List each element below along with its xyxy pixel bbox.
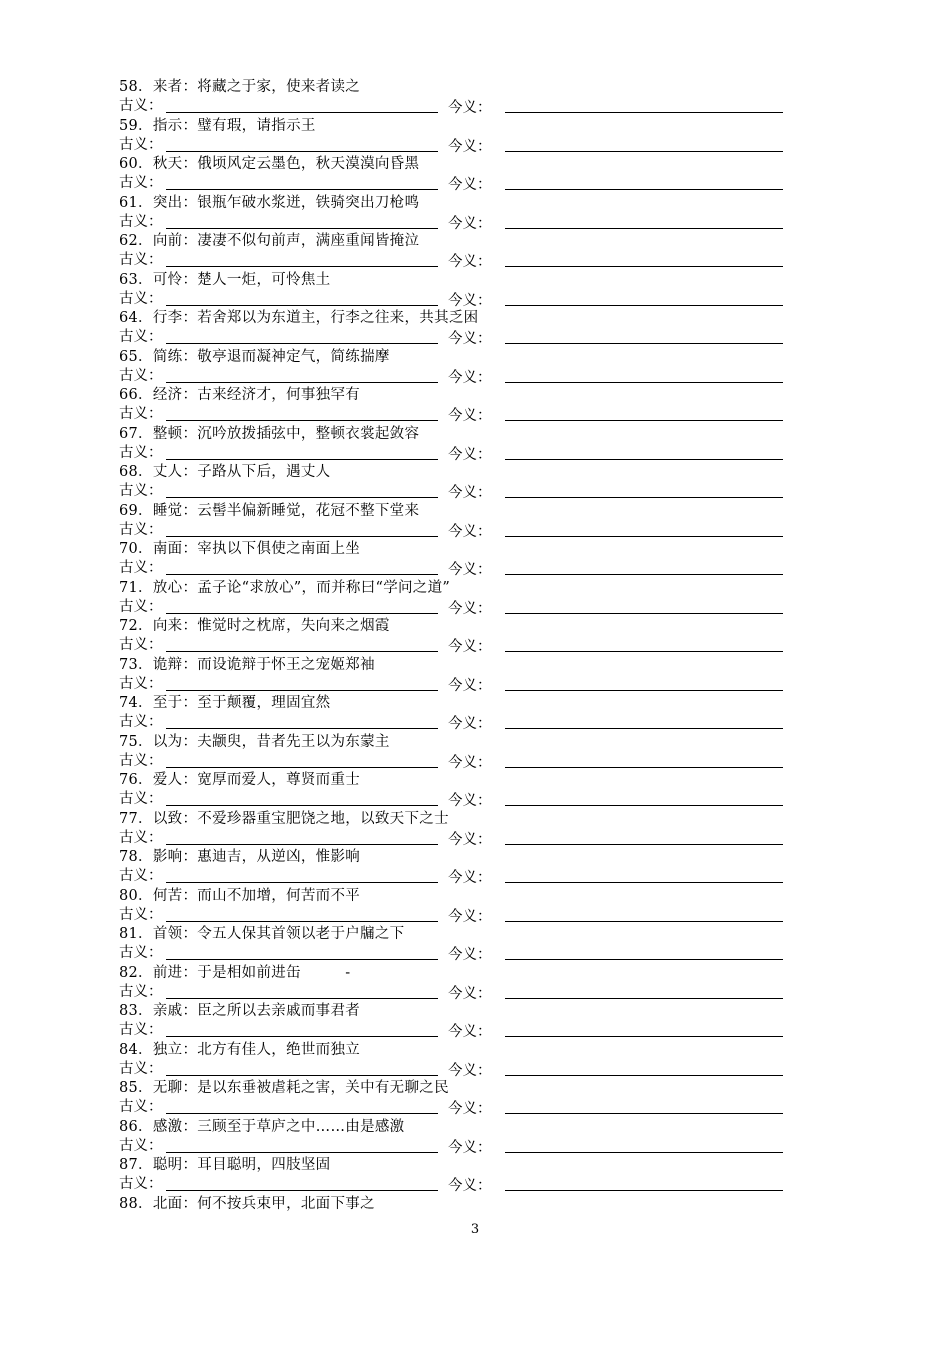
modern-meaning-label: 今义： [448, 639, 492, 655]
question-number: 65． [119, 348, 153, 365]
modern-meaning-label: 今义： [448, 138, 492, 155]
question-prompt [119, 386, 799, 405]
question-sentence: 将藏之于家，使来者读之 [197, 79, 361, 95]
question-word: 睡觉： [152, 502, 198, 519]
question-number: 78． [119, 849, 153, 865]
modern-meaning-blank[interactable] [505, 882, 783, 883]
question-prompt [119, 694, 799, 713]
question-sentence: 不爱珍器重宝肥饶之地，以致天下之士 [197, 810, 449, 827]
ancient-meaning-blank[interactable] [166, 805, 438, 806]
question-word: 放心： [152, 579, 198, 596]
ancient-meaning-blank[interactable] [166, 266, 438, 267]
question-sentence: 夫颛臾，昔者先王以为东蒙主 [197, 733, 390, 750]
question-prompt [119, 232, 799, 251]
modern-meaning-blank[interactable] [505, 921, 783, 922]
question-prompt [119, 117, 799, 136]
question-prompt [119, 78, 799, 97]
question-sentence: 令五人保其首领以老于户牖之下 [197, 926, 405, 942]
ancient-meaning-blank[interactable] [166, 998, 438, 999]
question-item [119, 194, 799, 233]
ancient-meaning-blank[interactable] [166, 690, 438, 691]
question-prompt [119, 771, 799, 790]
question-item [119, 348, 799, 387]
modern-meaning-blank[interactable] [505, 305, 783, 306]
question-prompt [119, 1041, 799, 1060]
question-sentence: 何不按兵束甲，北面下事之 [197, 1195, 375, 1212]
modern-meaning-label: 今义： [448, 254, 492, 270]
question-word: 独立： [152, 1041, 198, 1058]
question-sentence: 三顾至于草庐之中……由是感激 [197, 1118, 405, 1135]
question-word: 突出： [152, 194, 198, 211]
modern-meaning-blank[interactable] [505, 420, 783, 421]
answer-row [119, 675, 799, 694]
question-prompt [119, 1002, 799, 1021]
question-number: 88． [119, 1195, 153, 1212]
modern-meaning-blank[interactable] [505, 574, 783, 575]
question-word: 来者： [152, 79, 198, 95]
question-prompt [119, 964, 799, 983]
ancient-meaning-label: 古义： [119, 483, 163, 499]
modern-meaning-blank[interactable] [505, 266, 783, 267]
ancient-meaning-label: 古义： [119, 252, 163, 268]
ancient-meaning-blank[interactable] [166, 228, 438, 229]
question-sentence: 楚人一炬，可怜焦土 [197, 271, 331, 288]
modern-meaning-label: 今义： [448, 215, 492, 232]
modern-meaning-blank[interactable] [505, 459, 783, 460]
question-item [119, 155, 799, 194]
answer-row [119, 713, 799, 732]
page-number: 3 [470, 1222, 480, 1237]
question-prompt [119, 1118, 799, 1137]
modern-meaning-blank[interactable] [505, 767, 783, 768]
ancient-meaning-blank[interactable] [166, 112, 438, 113]
question-number: 87． [119, 1157, 153, 1173]
question-item [119, 425, 799, 464]
ancient-meaning-blank[interactable] [166, 343, 438, 344]
ancient-meaning-blank[interactable] [166, 574, 438, 575]
modern-meaning-blank[interactable] [505, 382, 783, 383]
question-sentence: 云髻半偏新睡觉，花冠不整下堂来 [197, 502, 420, 519]
ancient-meaning-blank[interactable] [166, 882, 438, 883]
question-number: 77． [119, 810, 153, 827]
modern-meaning-label: 今义： [448, 1139, 492, 1156]
question-sentence: 是以东垂被虐耗之害，关中有无聊之民 [197, 1080, 449, 1096]
question-prompt [119, 1156, 799, 1175]
question-prompt [119, 656, 799, 675]
question-item [119, 925, 799, 964]
ancient-meaning-blank[interactable] [166, 921, 438, 922]
ancient-meaning-blank[interactable] [166, 1036, 438, 1037]
modern-meaning-blank[interactable] [505, 613, 783, 614]
question-sentence: 孟子论“求放心”，而并称曰“学问之道” [197, 579, 451, 596]
question-number: 64． [119, 310, 153, 326]
answer-row [119, 251, 799, 270]
ancient-meaning-blank[interactable] [166, 151, 438, 152]
modern-meaning-blank[interactable] [505, 651, 783, 652]
question-prompt [119, 733, 799, 752]
ancient-meaning-label: 古义： [119, 945, 163, 961]
answer-row [119, 328, 799, 347]
ancient-meaning-label: 古义： [119, 906, 163, 923]
question-word: 何苦： [152, 887, 198, 904]
modern-meaning-blank[interactable] [505, 536, 783, 537]
modern-meaning-label: 今义： [448, 754, 492, 771]
modern-meaning-label: 今义： [448, 100, 492, 116]
question-prompt [119, 848, 799, 867]
question-number: 68． [119, 464, 153, 480]
question-number: 58． [119, 79, 153, 95]
question-item [119, 463, 799, 502]
answer-row [119, 1175, 799, 1194]
ancient-meaning-label: 古义： [119, 521, 163, 538]
modern-meaning-label: 今义： [448, 716, 492, 732]
question-number: 72． [119, 618, 153, 634]
ancient-meaning-label: 古义： [119, 1060, 163, 1077]
modern-meaning-label: 今义： [448, 408, 492, 424]
question-prompt [119, 425, 799, 444]
question-item [119, 271, 799, 310]
question-word: 以致： [152, 810, 198, 827]
question-sentence: 敬亭退而凝神定气，简练揣摩 [197, 348, 390, 365]
question-sentence: 北方有佳人，绝世而独立 [197, 1041, 361, 1058]
modern-meaning-label: 今义： [448, 600, 492, 617]
question-word: 丈人： [152, 464, 198, 480]
ancient-meaning-label: 古义： [119, 213, 163, 230]
ancient-meaning-blank[interactable] [166, 767, 438, 768]
question-item [119, 810, 799, 849]
question-prompt [119, 1079, 799, 1098]
ancient-meaning-label: 古义： [119, 290, 163, 307]
question-word: 聪明： [152, 1157, 198, 1173]
question-number: 80． [119, 887, 153, 904]
question-prompt [119, 810, 799, 829]
question-sentence: 银瓶乍破水浆迸，铁骑突出刀枪鸣 [197, 194, 420, 211]
question-sentence: 惠迪吉，从逆凶，惟影响 [197, 849, 361, 865]
modern-meaning-blank[interactable] [505, 189, 783, 190]
question-sentence: 若舍郑以为东道主，行李之往来，共其乏困 [197, 310, 479, 326]
question-item [119, 232, 799, 271]
question-number: 71． [119, 579, 153, 596]
answer-row [119, 944, 799, 963]
modern-meaning-label: 今义： [448, 1062, 492, 1079]
question-prompt [119, 887, 799, 906]
question-number: 73． [119, 656, 153, 673]
ancient-meaning-label: 古义： [119, 1099, 163, 1115]
question-list [119, 78, 799, 1195]
question-sentence: 耳目聪明，四肢坚固 [197, 1157, 331, 1173]
question-number: 70． [119, 541, 153, 557]
ancient-meaning-label: 古义： [119, 444, 163, 461]
ancient-meaning-blank[interactable] [166, 1190, 438, 1191]
question-prompt [119, 194, 799, 213]
question-item [119, 656, 799, 695]
question-number: 74． [119, 695, 153, 711]
question-prompt [119, 502, 799, 521]
answer-row [119, 790, 799, 809]
modern-meaning-blank[interactable] [505, 343, 783, 344]
question-word: 秋天： [152, 156, 198, 172]
modern-meaning-label: 今义： [448, 331, 492, 347]
question-sentence: 而设诡辩于怀王之宠姬郑袖 [197, 656, 375, 673]
question-word: 影响： [152, 849, 198, 865]
ancient-meaning-blank[interactable] [166, 1152, 438, 1153]
ancient-meaning-blank[interactable] [166, 536, 438, 537]
ancient-meaning-blank[interactable] [166, 1113, 438, 1114]
question-prompt [119, 579, 799, 598]
answer-row [119, 97, 799, 116]
ancient-meaning-label: 古义： [119, 637, 163, 653]
ancient-meaning-label: 古义： [119, 136, 163, 153]
question-word: 行李： [152, 310, 198, 326]
question-prompt [119, 925, 799, 944]
question-number: 67． [119, 425, 153, 442]
modern-meaning-label: 今义： [448, 1024, 492, 1040]
question-word: 首领： [152, 926, 198, 942]
modern-meaning-blank[interactable] [505, 1036, 783, 1037]
question-sentence: 而山不加增，何苦而不平 [197, 887, 361, 904]
question-number: 82． [119, 964, 153, 981]
modern-meaning-blank[interactable] [505, 959, 783, 960]
question-prompt [119, 348, 799, 367]
question-number: 61． [119, 194, 153, 211]
question-number: 69． [119, 502, 153, 519]
answer-row [119, 1137, 799, 1156]
ancient-meaning-label: 古义： [119, 367, 163, 384]
ancient-meaning-label: 古义： [119, 983, 163, 1000]
modern-meaning-blank[interactable] [505, 1190, 783, 1191]
ancient-meaning-blank[interactable] [166, 459, 438, 460]
question-sentence: 俄顷风定云墨色，秋天漠漠向昏黑 [197, 156, 420, 172]
ancient-meaning-label: 古义： [119, 1137, 163, 1154]
modern-meaning-blank[interactable] [505, 497, 783, 498]
modern-meaning-blank[interactable] [505, 228, 783, 229]
question-sentence: 子路从下后，遇丈人 [197, 464, 331, 480]
ancient-meaning-blank[interactable] [166, 420, 438, 421]
question-word: 简练： [152, 348, 198, 365]
ancient-meaning-blank[interactable] [166, 613, 438, 614]
ancient-meaning-label: 古义： [119, 868, 163, 884]
answer-row [119, 983, 799, 1002]
question-prompt [119, 617, 799, 636]
answer-row [119, 1021, 799, 1040]
ancient-meaning-label: 古义： [119, 98, 163, 114]
question-item [119, 1156, 799, 1195]
question-word: 可怜： [152, 271, 198, 288]
answer-row [119, 867, 799, 886]
question-word: 爱人： [152, 772, 198, 788]
question-item [119, 78, 799, 117]
ancient-meaning-label: 古义： [119, 791, 163, 807]
modern-meaning-label: 今义： [448, 523, 492, 540]
question-item [119, 1118, 799, 1157]
ancient-meaning-blank[interactable] [166, 959, 438, 960]
question-word: 前进： [152, 964, 198, 981]
question-number: 85． [119, 1080, 153, 1096]
question-item [119, 502, 799, 541]
question-item [119, 386, 799, 425]
modern-meaning-blank[interactable] [505, 1152, 783, 1153]
modern-meaning-blank[interactable] [505, 1075, 783, 1076]
modern-meaning-blank[interactable] [505, 690, 783, 691]
question-item [119, 1002, 799, 1041]
modern-meaning-label: 今义： [448, 485, 492, 501]
question-sentence: 璧有瑕，请指示王 [197, 117, 316, 134]
ancient-meaning-blank[interactable] [166, 844, 438, 845]
answer-row [119, 482, 799, 501]
modern-meaning-label: 今义： [448, 947, 492, 963]
answer-row [119, 290, 799, 309]
question-prompt [119, 540, 799, 559]
question-number: 66． [119, 387, 153, 403]
question-word: 至于： [152, 695, 198, 711]
modern-meaning-label: 今义： [448, 1178, 492, 1194]
ancient-meaning-blank[interactable] [166, 382, 438, 383]
ancient-meaning-label: 古义： [119, 1022, 163, 1038]
question-sentence: 凄凄不似句前声，满座重闻皆掩泣 [197, 233, 420, 249]
modern-meaning-blank[interactable] [505, 728, 783, 729]
modern-meaning-blank[interactable] [505, 112, 783, 113]
question-prompt [119, 1195, 799, 1214]
modern-meaning-label: 今义： [448, 292, 492, 309]
modern-meaning-blank[interactable] [505, 844, 783, 845]
ancient-meaning-blank[interactable] [166, 497, 438, 498]
modern-meaning-label: 今义： [448, 562, 492, 578]
question-item [119, 309, 799, 348]
answer-row [119, 405, 799, 424]
ancient-meaning-label: 古义： [119, 829, 163, 846]
answer-row [119, 559, 799, 578]
modern-meaning-blank[interactable] [505, 998, 783, 999]
modern-meaning-label: 今义： [448, 177, 492, 193]
ancient-meaning-label: 古义： [119, 175, 163, 191]
question-number: 86． [119, 1118, 153, 1135]
modern-meaning-label: 今义： [448, 369, 492, 386]
ancient-meaning-label: 古义： [119, 1176, 163, 1192]
question-item [119, 848, 799, 887]
question-word: 无聊： [152, 1080, 198, 1096]
question-item [119, 1079, 799, 1118]
modern-meaning-label: 今义： [448, 985, 492, 1002]
answer-row [119, 174, 799, 193]
question-number: 81． [119, 926, 153, 942]
modern-meaning-label: 今义： [448, 831, 492, 848]
question-item [119, 540, 799, 579]
question-number: 60． [119, 156, 153, 172]
answer-row [119, 1060, 799, 1079]
question-item [119, 617, 799, 656]
question-prompt [119, 155, 799, 174]
question-item [119, 579, 799, 618]
question-word: 感激： [152, 1118, 198, 1135]
question-sentence: 宰执以下俱使之南面上坐 [197, 541, 361, 557]
question-word: 经济： [152, 387, 198, 403]
question-number: 59． [119, 117, 153, 134]
question-item [119, 964, 799, 1003]
modern-meaning-label: 今义： [448, 1101, 492, 1117]
question-word: 以为： [152, 733, 198, 750]
modern-meaning-label: 今义： [448, 793, 492, 809]
question-word: 整顿： [152, 425, 198, 442]
ancient-meaning-label: 古义： [119, 675, 163, 692]
question-sentence: 至于颠覆，理固宜然 [197, 695, 331, 711]
question-item [119, 117, 799, 156]
question-prompt [119, 309, 799, 328]
question-number: 63． [119, 271, 153, 288]
answer-row [119, 367, 799, 386]
ancient-meaning-label: 古义： [119, 598, 163, 615]
question-number: 75． [119, 733, 153, 750]
question-sentence: 于是相如前进缶 - [197, 964, 351, 981]
question-word: 亲戚： [152, 1003, 198, 1019]
ancient-meaning-blank[interactable] [166, 1075, 438, 1076]
ancient-meaning-blank[interactable] [166, 728, 438, 729]
answer-row [119, 521, 799, 540]
question-word: 北面： [152, 1195, 198, 1212]
question-word: 向来： [152, 618, 198, 634]
question-item [119, 694, 799, 733]
modern-meaning-blank[interactable] [505, 805, 783, 806]
question-prompt [119, 463, 799, 482]
ancient-meaning-label: 古义： [119, 329, 163, 345]
answer-row [119, 136, 799, 155]
ancient-meaning-blank[interactable] [166, 305, 438, 306]
question-item [119, 733, 799, 772]
modern-meaning-label: 今义： [448, 908, 492, 925]
question-word: 南面： [152, 541, 198, 557]
question-sentence: 宽厚而爱人，尊贤而重士 [197, 772, 361, 788]
question-sentence: 古来经济才，何事独罕有 [197, 387, 361, 403]
exercise-sheet [119, 78, 799, 1233]
question-sentence: 沉吟放拨插弦中，整顿衣裳起敛容 [197, 425, 420, 442]
question-item [119, 771, 799, 810]
ancient-meaning-label: 古义： [119, 714, 163, 730]
question-sentence: 臣之所以去亲戚而事君者 [197, 1003, 361, 1019]
ancient-meaning-label: 古义： [119, 752, 163, 769]
question-prompt [119, 271, 799, 290]
answer-row [119, 1098, 799, 1117]
question-item [119, 1041, 799, 1080]
answer-row [119, 598, 799, 617]
answer-row [119, 636, 799, 655]
modern-meaning-label: 今义： [448, 446, 492, 463]
question-number: 62． [119, 233, 153, 249]
question-word: 向前： [152, 233, 198, 249]
ancient-meaning-blank[interactable] [166, 189, 438, 190]
answer-row [119, 213, 799, 232]
question-number: 76． [119, 772, 153, 788]
answer-row [119, 829, 799, 848]
ancient-meaning-blank[interactable] [166, 651, 438, 652]
ancient-meaning-label: 古义： [119, 560, 163, 576]
ancient-meaning-label: 古义： [119, 406, 163, 422]
modern-meaning-blank[interactable] [505, 1113, 783, 1114]
answer-row [119, 752, 799, 771]
answer-row [119, 906, 799, 925]
question-word: 诡辩： [152, 656, 198, 673]
question-word: 指示： [152, 117, 198, 134]
modern-meaning-blank[interactable] [505, 151, 783, 152]
question-item [119, 887, 799, 926]
question-sentence: 惟觉时之枕席，失向来之烟霞 [197, 618, 390, 634]
modern-meaning-label: 今义： [448, 870, 492, 886]
modern-meaning-label: 今义： [448, 677, 492, 694]
question-number: 83． [119, 1003, 153, 1019]
answer-row [119, 444, 799, 463]
question-number: 84． [119, 1041, 153, 1058]
